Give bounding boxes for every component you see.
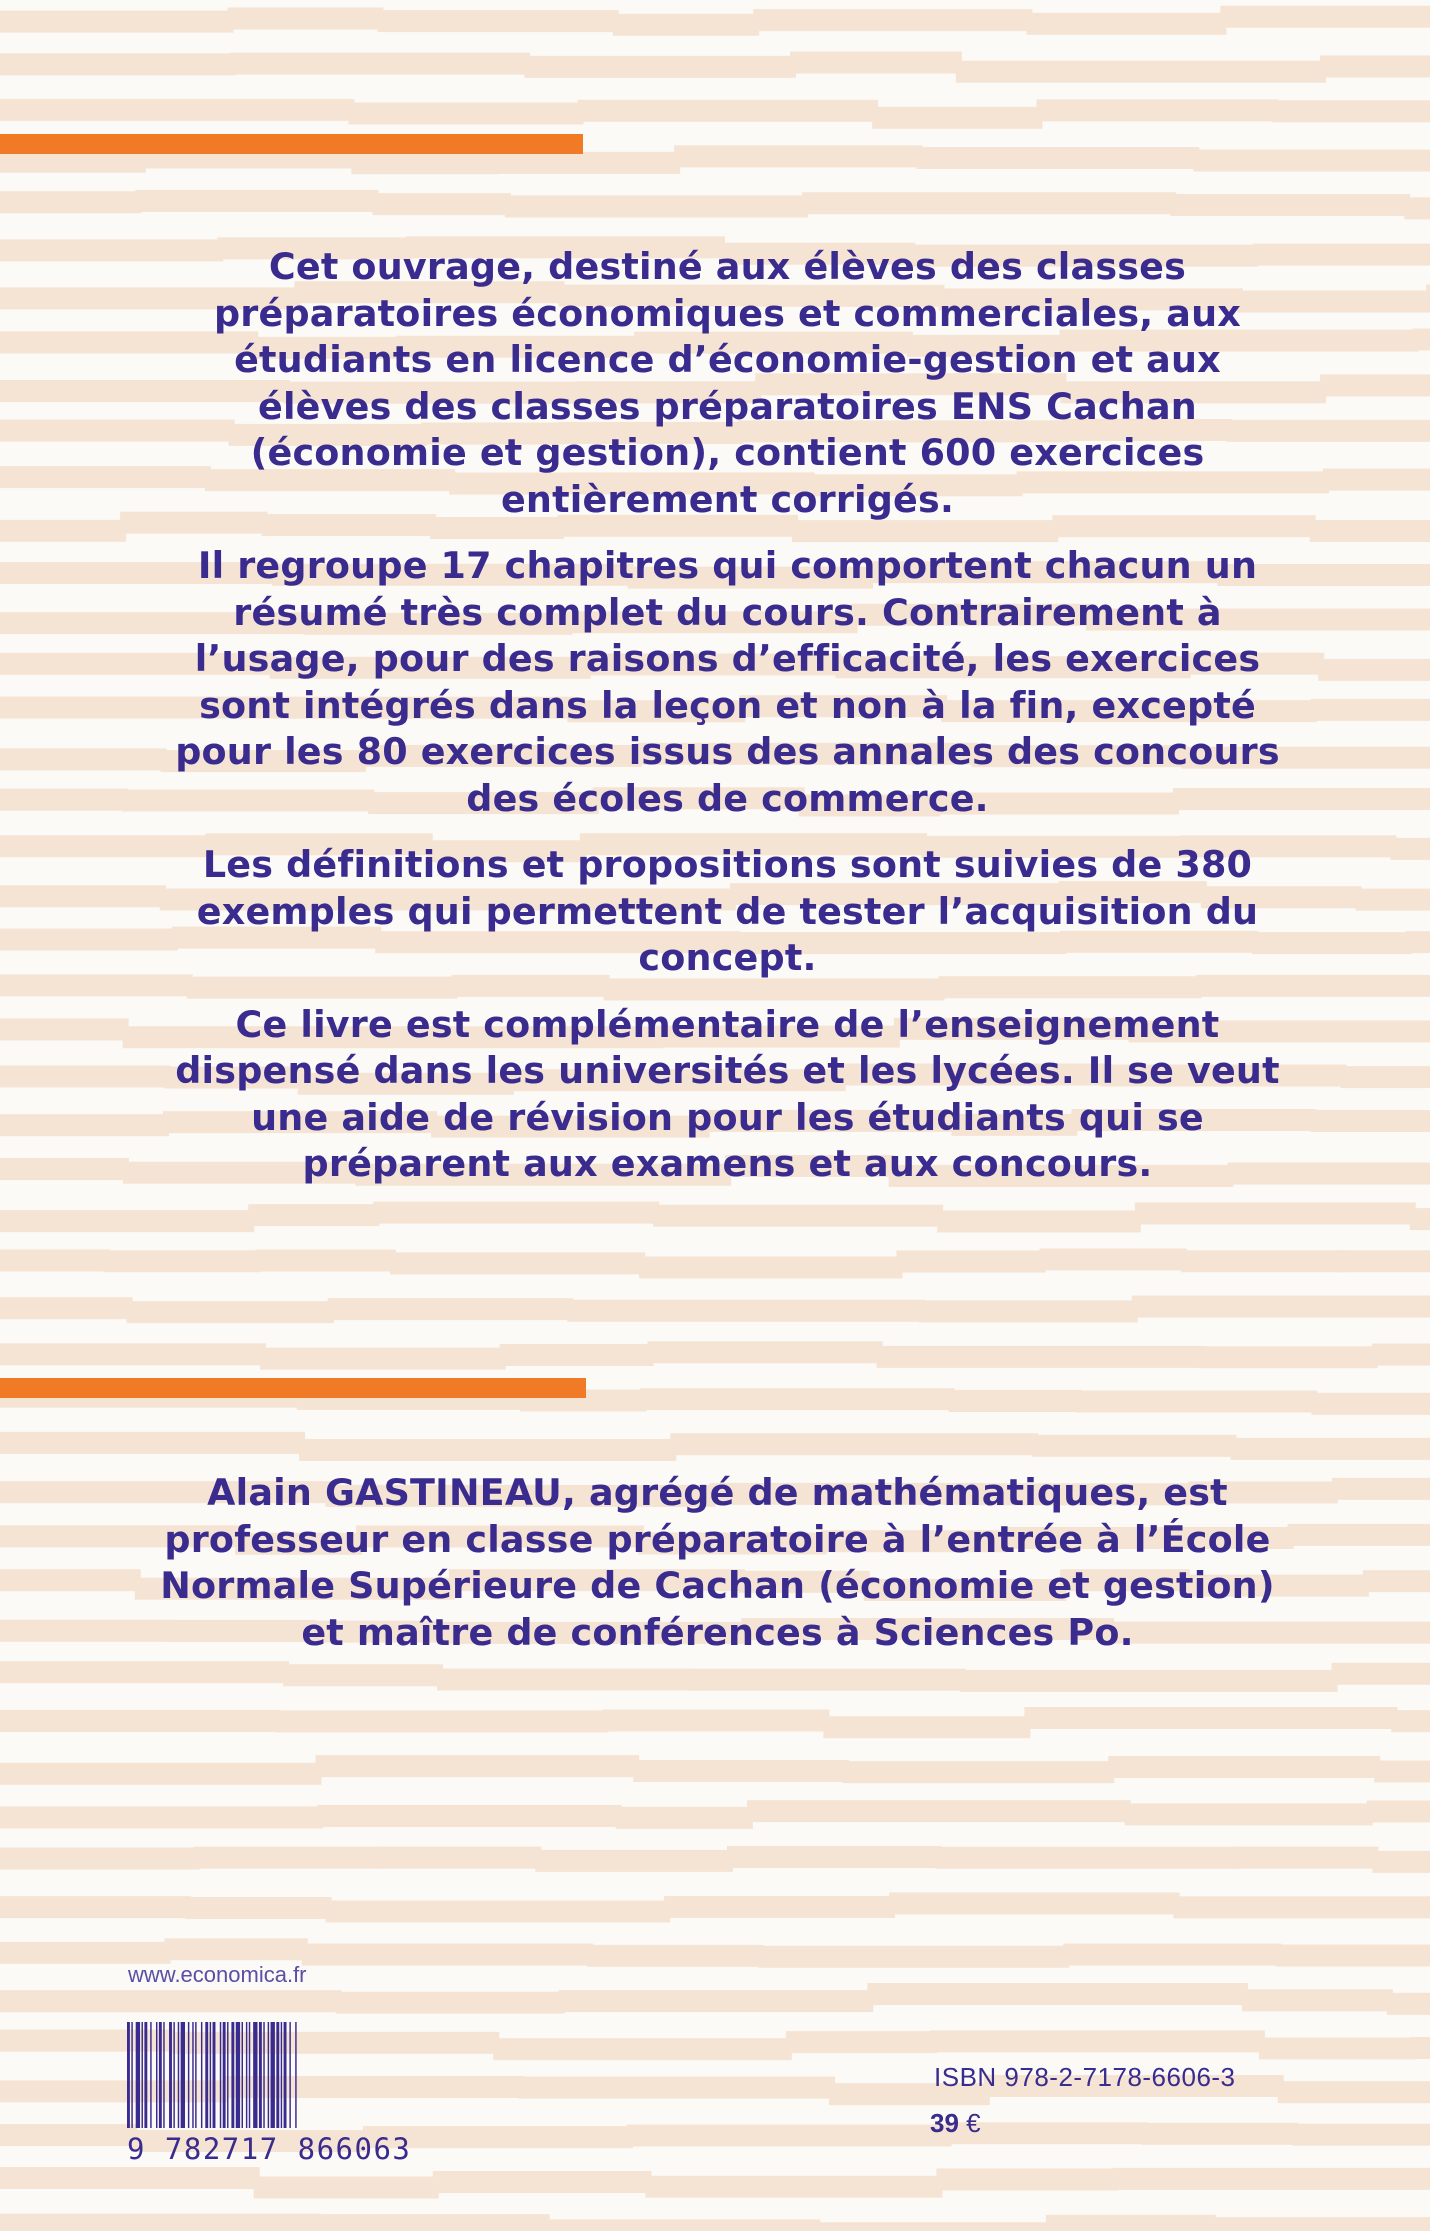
background-stripe (1288, 1524, 1430, 1546)
blurb-paragraph: Il regroupe 17 chapitres qui comportent chacun un résumé très complet du cours. Contrairement à l’usage, pour des raisons d’efficacité, les exercices sont intégrés dans la leçon et non à la fin, excepté pour les 80 exercices issus des annales des concours des écoles de commerce. (175, 544, 1280, 820)
background-stripe (254, 2176, 439, 2198)
barcode-bar (131, 2022, 132, 2128)
background-stripe (1234, 1847, 1378, 1869)
background-stripe (1311, 699, 1430, 721)
background-stripe (1310, 520, 1430, 542)
background-stripe (1063, 1944, 1281, 1966)
middle-orange-rule (0, 1378, 586, 1398)
background-stripe (1076, 1390, 1317, 1412)
background-stripe (559, 1990, 874, 2012)
background-stripe (524, 56, 796, 78)
barcode-digits: 9 782717 866063 (127, 2132, 412, 2166)
background-stripe (135, 190, 378, 212)
background-stripe (1032, 1435, 1236, 1457)
background-stripe (0, 1210, 254, 1232)
background-stripe (317, 1805, 622, 1827)
barcode-bar (271, 2022, 275, 2128)
price-currency: € (966, 2108, 981, 2138)
price (930, 2108, 981, 2139)
background-stripe (758, 1946, 1069, 1968)
barcode-bar (188, 2022, 189, 2128)
barcode-bar (210, 2022, 211, 2128)
background-stripe (1125, 1803, 1373, 1825)
barcode-bar (178, 2022, 179, 2128)
background-stripe (0, 11, 234, 33)
background-stripe (802, 192, 1176, 214)
background-stripe (674, 145, 922, 167)
background-stripe (1026, 13, 1226, 35)
background-stripe (0, 1942, 170, 1964)
background-stripe (814, 2222, 1052, 2231)
background-stripe (328, 1298, 574, 1320)
background-stripe (0, 99, 354, 121)
background-stripe (1278, 2081, 1430, 2103)
background-stripe (823, 1716, 1030, 1738)
background-stripe (0, 748, 167, 770)
background-stripe (1318, 659, 1430, 681)
background-stripe (613, 14, 759, 36)
barcode-bar (284, 2022, 287, 2128)
background-stripe (1339, 1250, 1430, 1272)
background-stripe (315, 2214, 550, 2231)
background-stripe (872, 107, 1042, 129)
background-stripe (390, 1252, 645, 1274)
barcode-bar (223, 2022, 226, 2128)
barcode-bar (173, 2022, 174, 2128)
background-stripe (0, 1806, 323, 1828)
background-stripe (0, 53, 236, 75)
barcode-bar (220, 2022, 221, 2128)
barcode-bar (150, 2022, 151, 2128)
barcode-bar (246, 2022, 247, 2128)
top-orange-rule (0, 134, 583, 154)
background-stripe (299, 1439, 676, 1461)
barcode-bar (227, 2022, 228, 2128)
background-stripe (433, 2171, 652, 2193)
background-stripe (0, 1018, 129, 1040)
background-stripe (653, 1205, 943, 1227)
background-stripe (1323, 469, 1430, 491)
background-stripe (0, 1432, 305, 1454)
background-stripe (1199, 1346, 1377, 1368)
background-stripe (0, 1896, 191, 1918)
background-stripe (1332, 1478, 1430, 1500)
background-stripe (577, 100, 878, 122)
background-stripe (1132, 1296, 1379, 1318)
background-stripe (867, 1983, 1248, 2005)
barcode-bar (259, 2022, 262, 2128)
background-stripe (1372, 1344, 1430, 1366)
barcode-bars (127, 2022, 297, 2128)
background-stripe (518, 2077, 835, 2099)
barcode-bar (276, 2022, 279, 2128)
background-stripe (315, 1755, 639, 1777)
background-stripe (326, 1901, 670, 1923)
barcode-bar (127, 2022, 130, 2128)
background-stripe (1356, 889, 1430, 911)
background-stripe (194, 1847, 383, 1869)
barcode-bar (195, 2022, 196, 2128)
background-stripe (228, 7, 384, 29)
background-stripe (1412, 329, 1430, 351)
background-stripe (1404, 197, 1430, 219)
background-stripe (1259, 2037, 1416, 2059)
barcode-bar (159, 2022, 162, 2128)
background-stripe (935, 1847, 1240, 1869)
barcode-bar (263, 2022, 264, 2128)
background-stripe (544, 2219, 821, 2231)
barcode-bar (236, 2022, 240, 2128)
barcode-bar (205, 2022, 208, 2128)
background-stripe (0, 1569, 141, 1591)
barcode-bar (144, 2022, 147, 2128)
author-bio: Alain GASTINEAU, agrégé de mathématiques, est professeur en classe préparatoire à l’entrée à l’École Normale Supérieure de Cachan (économie et gestion) et maître de conférences à Sciences Po. (160, 1471, 1275, 1654)
background-stripe (919, 1300, 1138, 1322)
background-stripe (1390, 838, 1430, 860)
barcode-bar (163, 2022, 164, 2128)
background-stripe (1311, 1110, 1430, 1132)
background-stripe (670, 1433, 1038, 1455)
background-stripe (1320, 374, 1430, 396)
background-stripe (753, 9, 1032, 31)
background-stripe (348, 103, 583, 125)
background-stripe (1108, 1756, 1380, 1778)
background-stripe (843, 1761, 1114, 1783)
background-stripe (1320, 55, 1430, 77)
barcode-bar (281, 2022, 282, 2128)
background-stripe (0, 2167, 260, 2189)
background-stripe (633, 1760, 849, 1782)
background-stripe (500, 1344, 654, 1366)
background-stripe (1340, 1066, 1430, 1088)
barcode-bar (268, 2022, 269, 2128)
background-stripe (0, 1065, 170, 1087)
background-stripe (1275, 1945, 1430, 1967)
background-stripe (0, 1763, 321, 1785)
background-stripe (790, 52, 962, 74)
background-stripe (0, 1990, 342, 2012)
background-stripe (535, 1850, 733, 1872)
background-stripe (616, 1807, 753, 1829)
background-stripe (377, 1847, 542, 1869)
background-stripe (1410, 1208, 1430, 1230)
background-stripe (351, 152, 498, 174)
background-stripe (1193, 150, 1430, 172)
background-stripe (0, 974, 193, 996)
background-stripe (1391, 1710, 1430, 1732)
background-stripe (949, 1390, 1083, 1412)
background-stripe (0, 789, 128, 811)
background-stripe (1367, 1800, 1430, 1822)
background-stripe (896, 1251, 1045, 1273)
background-stripe (0, 1848, 200, 1870)
barcode-bar (289, 2022, 290, 2128)
background-stripe (1170, 194, 1410, 216)
background-stripe (1387, 1993, 1430, 2015)
background-stripe (103, 1250, 261, 1272)
barcode-bar (181, 2022, 185, 2128)
blurb-section (175, 244, 1280, 1208)
isbn: ISBN 978-2-7178-6606-3 (934, 2062, 1236, 2092)
price-value: 39 (930, 2108, 959, 2138)
barcode-bar (295, 2022, 296, 2128)
background-stripe (260, 1348, 506, 1370)
background-stripe (0, 191, 141, 213)
background-stripe (1363, 1570, 1430, 1592)
background-stripe (0, 929, 178, 951)
background-stripe (567, 1300, 925, 1322)
barcode-bar (201, 2022, 202, 2128)
background-stripe (0, 151, 146, 173)
background-stripe (378, 10, 619, 32)
background-stripe (275, 1710, 608, 1732)
background-stripe (1242, 1989, 1393, 2011)
background-stripe (640, 1388, 954, 1410)
background-stripe (1373, 1296, 1430, 1318)
background-stripe (0, 1249, 109, 1271)
barcode-bar (213, 2022, 216, 2128)
background-stripe (1374, 1761, 1430, 1783)
background-stripe (0, 2214, 321, 2231)
background-stripe (937, 1210, 1141, 1232)
barcode-bar (249, 2022, 250, 2128)
background-stripe (889, 1892, 1179, 1914)
background-stripe (936, 2168, 1118, 2190)
background-stripe (164, 1938, 307, 1960)
background-stripe (877, 1346, 1206, 1368)
barcode-bar (253, 2022, 257, 2128)
background-stripe (602, 1709, 829, 1731)
background-stripe (1210, 2217, 1430, 2231)
background-stripe (1040, 1248, 1187, 1270)
background-stripe (747, 1800, 1131, 1822)
background-stripe (1036, 99, 1278, 121)
background-stripe (372, 193, 510, 215)
background-stripe (505, 195, 808, 217)
background-stripe (1272, 100, 1430, 122)
barcode-bar (169, 2022, 172, 2128)
background-stripe (1220, 6, 1430, 28)
background-stripe (230, 53, 531, 75)
barcode (125, 2022, 460, 2166)
background-stripe (302, 1944, 594, 1966)
background-stripe (1181, 1250, 1345, 1272)
barcode-bar (192, 2022, 193, 2128)
background-stripe (664, 1896, 895, 1918)
background-stripe (1372, 1851, 1430, 1873)
background-stripe (1292, 2124, 1430, 2146)
background-stripe (645, 2176, 942, 2198)
background-stripe (0, 2124, 137, 2146)
background-stripe (587, 1945, 763, 1967)
background-stripe (1426, 285, 1430, 307)
background-stripe (492, 152, 680, 174)
background-stripe (0, 1343, 266, 1365)
background-stripe (1046, 2215, 1216, 2231)
background-stripe (1174, 1896, 1430, 1918)
background-stripe (1311, 1393, 1430, 1415)
barcode-bar (242, 2022, 243, 2128)
background-stripe (0, 520, 126, 542)
blurb-paragraph: Ce livre est complémentaire de l’enseignement dispensé dans les universités et les lycées. Il se veut une aide de révision pour les étudiants qui se préparent aux examens et aux concours. (175, 1002, 1280, 1185)
background-stripe (127, 1301, 334, 1323)
barcode-bar (142, 2022, 143, 2128)
background-stripe (627, 2125, 952, 2147)
background-stripe (786, 2031, 937, 2053)
background-stripe (255, 1250, 396, 1272)
background-stripe (1406, 931, 1430, 953)
background-stripe (1332, 1663, 1430, 1685)
background-stripe (0, 1620, 172, 1642)
blurb-paragraph: Cet ouvrage, destiné aux élèves des classes préparatoires économiques et commerciales, aux étudiants en licence d’économie-gestion et aux élèves des classes préparatoires ENS Cachan (économie et gestion), contient 600 exercices entièrement corrigés. (213, 245, 1241, 521)
background-stripe (727, 1846, 941, 1868)
background-stripe (648, 1341, 883, 1363)
background-stripe (336, 1992, 565, 2014)
background-stripe (493, 2038, 792, 2060)
background-stripe (1024, 1707, 1397, 1729)
background-stripe (1231, 1438, 1430, 1460)
blurb-paragraph: Les définitions et propositions sont suivies de 380 exemples qui permettent de tester l’acquisition du concept. (196, 843, 1259, 979)
barcode-bar (156, 2022, 157, 2128)
barcode-bar (231, 2022, 234, 2128)
background-stripe (0, 1158, 129, 1180)
background-stripe (0, 1710, 281, 1732)
author-section (160, 1470, 1275, 1676)
barcode-bar (136, 2022, 140, 2128)
background-stripe (0, 1114, 169, 1136)
background-stripe (956, 61, 1326, 83)
background-stripe (185, 1897, 331, 1919)
publisher-website: www.economica.fr (128, 1962, 307, 1987)
background-stripe (1142, 2123, 1299, 2145)
background-stripe (917, 147, 1200, 169)
background-stripe (1410, 2037, 1430, 2059)
background-stripe (1113, 2168, 1430, 2190)
background-stripe (0, 885, 166, 907)
background-stripe (0, 1297, 133, 1319)
background-stripe (931, 2030, 1265, 2052)
background-stripe (639, 1256, 902, 1278)
